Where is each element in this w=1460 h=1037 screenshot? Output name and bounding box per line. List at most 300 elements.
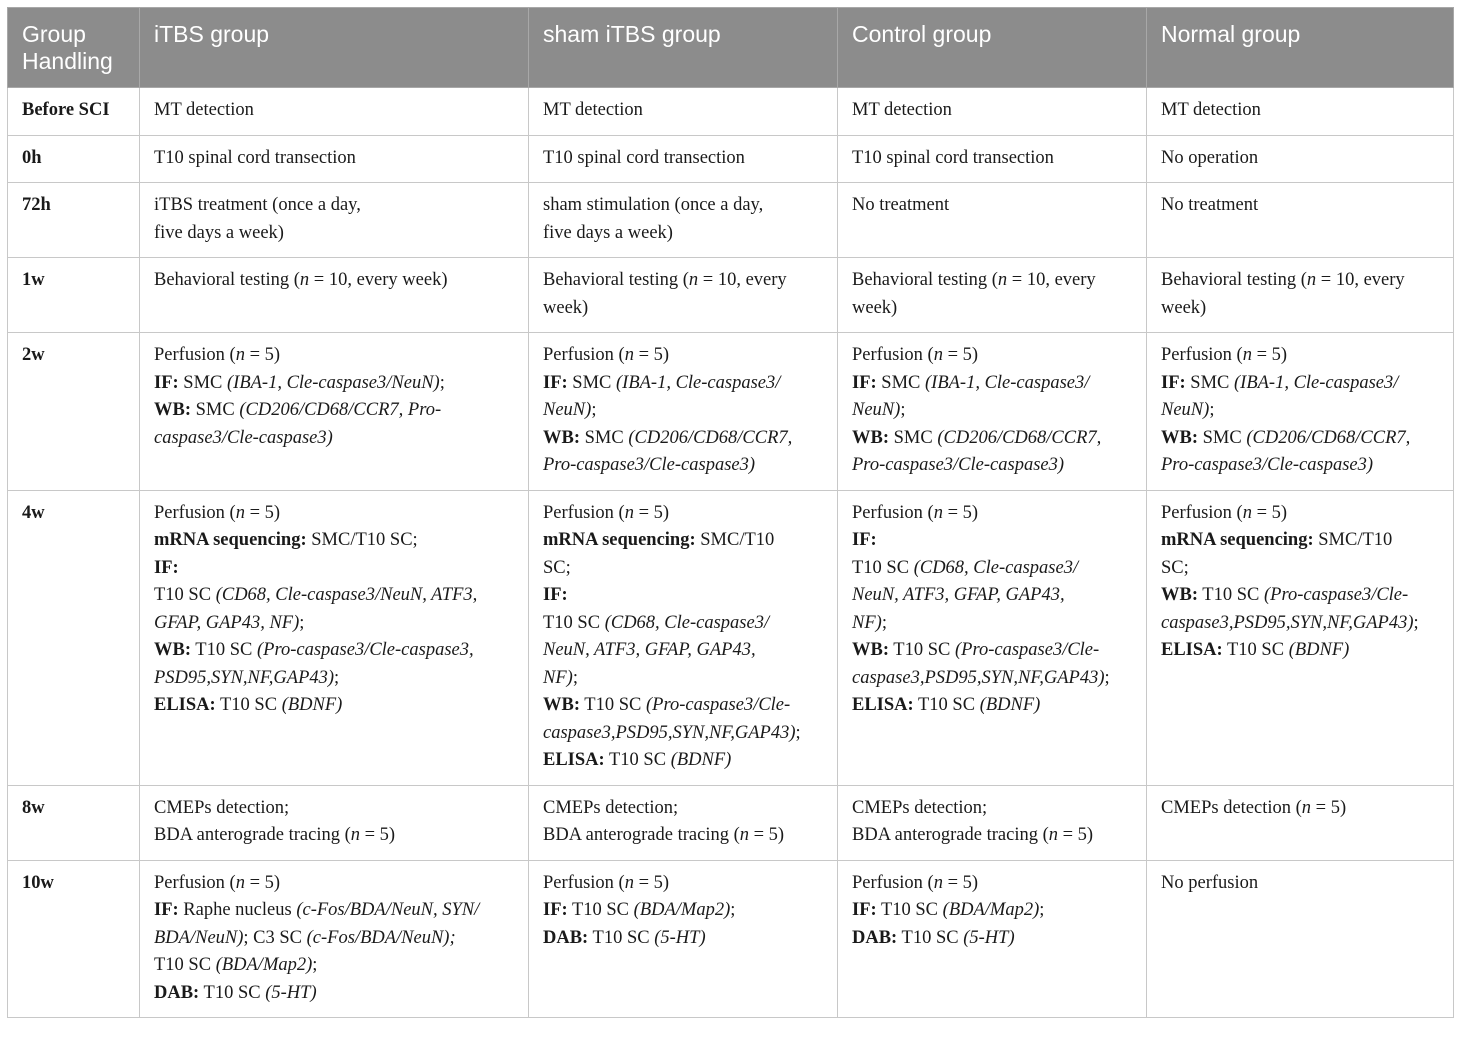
table-cell [1147,183,1454,258]
italic-text: n [235,872,245,893]
cell-text: Perfusion ( [154,872,236,893]
method-label: ELISA: [154,695,216,715]
cell-text: SMC [876,372,925,393]
cell-text: T10 SC [580,695,646,715]
cell-text: = 5) [942,872,979,893]
italic-text: n [1242,502,1252,523]
cell-line [543,637,823,665]
cell-line [154,980,514,1008]
cell-line [1161,555,1439,583]
cell-text: SC; [543,557,571,578]
italic-text: (CD206/CD68/CCR7, [1246,427,1411,448]
cell-text: SMC/T10 [695,530,775,550]
italic-text: (Pro-caspase3/Cle- [1263,585,1409,605]
cell-line [1161,870,1439,898]
italic-text: n [235,345,245,365]
italic-text: n [624,345,634,365]
cell-text: Perfusion ( [154,345,236,365]
cell-text: CMEPs detection; [852,797,988,818]
cell-line [543,500,823,528]
table-row [8,785,1454,860]
italic-text: NeuN) [1161,400,1210,420]
cell-text: ; [572,667,578,688]
cell-line [1161,795,1439,823]
cell-text: Perfusion ( [852,502,934,523]
cell-line [1161,397,1439,425]
cell-text: T10 spinal cord transection [154,147,356,168]
italic-text: (BDNF) [670,750,732,770]
cell-text: T10 SC [852,557,914,578]
cell-text: SMC [191,400,240,420]
cell-line [543,582,823,610]
cell-text: = 5) [1251,345,1288,365]
table-header [8,8,1454,88]
method-label: mRNA sequencing: [543,530,696,550]
cell-line [154,220,514,248]
method-label: WB: [543,695,580,715]
cell-line [852,822,1132,850]
cell-text: SMC/T10 SC; [306,530,418,550]
header-label: Control group [852,21,992,47]
italic-text: (IBA-1, Cle-caspase3/NeuN) [227,372,440,393]
cell-text: CMEPs detection; [154,797,290,818]
italic-text: n [624,872,634,893]
cell-text: No treatment [852,195,950,215]
header-control-group [838,8,1147,88]
cell-text: ; [1039,900,1045,920]
italic-text: (BDA/Map2) [215,955,313,975]
cell-line [154,870,514,898]
table-cell [1147,135,1454,183]
cell-line [1161,342,1439,370]
table-cell [1147,333,1454,491]
cell-text: T10 SC [604,750,671,770]
cell-line [852,342,1132,370]
cell-line [852,870,1132,898]
italic-text: n [933,345,943,365]
method-label: ELISA: [1161,640,1223,660]
cell-text: No perfusion [1161,872,1259,893]
cell-text: week) [543,297,589,318]
cell-text: T10 SC [588,927,655,948]
cell-line [543,720,823,748]
cell-text: Perfusion ( [543,502,625,523]
row-label: Before SCI [8,88,140,136]
cell-line [1161,97,1439,125]
cell-line [154,925,514,953]
cell-line [852,425,1132,453]
cell-line [154,897,514,925]
table-cell [1147,860,1454,1018]
cell-text: sham stimulation (once a day, [543,195,764,215]
cell-text: ; [730,900,736,920]
italic-text: (BDA/Map2) [633,900,731,920]
cell-line [154,952,514,980]
table-cell [140,258,529,333]
italic-text: (CD206/CD68/CCR7, [628,427,793,448]
table-cell [838,785,1147,860]
italic-text: (5-HT) [963,927,1015,948]
table-cell [529,860,838,1018]
cell-text: ; [1413,612,1419,633]
cell-line [543,295,823,323]
method-label: IF: [852,372,877,393]
method-label: IF: [543,372,568,393]
cell-text: Perfusion ( [154,502,236,523]
cell-text: Behavioral testing ( [1161,270,1307,290]
cell-text: ; [881,612,887,633]
italic-text: n [933,872,943,893]
cell-line [1161,145,1439,173]
cell-line [154,145,514,173]
italic-text: NeuN) [852,400,901,420]
cell-text: SMC [1185,372,1234,393]
cell-line [154,555,514,583]
cell-line [852,897,1132,925]
italic-text: caspase3,PSD95,SYN,NF,GAP43) [1161,612,1414,633]
table-cell [140,183,529,258]
cell-text: T10 SC [154,585,216,605]
cell-line [852,192,1132,220]
table-row [8,183,1454,258]
cell-line [852,370,1132,398]
cell-line [543,527,823,555]
row-label: 72h [8,183,140,258]
cell-line [154,637,514,665]
cell-text: Behavioral testing ( [852,270,998,290]
table-cell [529,785,838,860]
cell-line [154,610,514,638]
method-label: IF: [154,900,179,920]
cell-line [543,925,823,953]
cell-text: T10 SC [897,927,964,948]
cell-text: iTBS treatment (once a day, [154,195,361,215]
cell-line [543,665,823,693]
method-label: IF: [852,530,877,550]
cell-line [154,192,514,220]
italic-text: NeuN, ATF3, GFAP, GAP43, [852,585,1065,605]
italic-text: n [1242,345,1252,365]
method-label: WB: [154,400,191,420]
cell-line [1161,610,1439,638]
cell-text: Perfusion ( [1161,502,1243,523]
row-label: 10w [8,860,140,1018]
table-cell [838,258,1147,333]
cell-line [154,822,514,850]
cell-text: Perfusion ( [543,872,625,893]
cell-text: ; C3 SC [243,927,307,948]
cell-line [852,145,1132,173]
italic-text: caspase3,PSD95,SYN,NF,GAP43) [543,722,796,743]
header-label: iTBS group [154,21,270,47]
table-cell [1147,785,1454,860]
cell-text: ; [439,372,445,393]
cell-text: ; [299,612,305,633]
italic-text: GFAP, GAP43, NF) [154,612,300,633]
italic-text: (CD206/CD68/CCR7, [937,427,1102,448]
cell-text: T10 SC [913,695,980,715]
row-label: 1w [8,258,140,333]
cell-line [154,795,514,823]
table-body [8,88,1454,1018]
table-cell [838,333,1147,491]
cell-text: T10 SC [543,612,605,633]
table-cell [838,135,1147,183]
cell-line [543,342,823,370]
cell-text: Perfusion ( [1161,345,1243,365]
italic-text: (c-Fos/BDA/NeuN); [306,927,456,948]
cell-line [543,897,823,925]
cell-line [1161,500,1439,528]
cell-line [1161,267,1439,295]
cell-text: T10 SC [191,640,257,660]
cell-line [852,527,1132,555]
italic-text: caspase3,PSD95,SYN,NF,GAP43) [852,667,1105,688]
cell-line [543,870,823,898]
cell-line [852,555,1132,583]
italic-text: n [1301,797,1312,818]
table-cell [140,88,529,136]
cell-text: = 10, every [698,270,787,290]
method-label: DAB: [543,927,589,948]
italic-text: Pro-caspase3/Cle-caspase3) [852,455,1065,475]
cell-line [154,665,514,693]
cell-text: = 5) [633,502,670,523]
cell-text: = 5) [942,502,979,523]
table-cell [1147,88,1454,136]
table-row [8,88,1454,136]
cell-text: = 5) [244,345,281,365]
method-label: WB: [543,427,580,448]
italic-text: BDA/NeuN) [154,927,244,948]
cell-text: = 5) [244,872,281,893]
cell-text: T10 spinal cord transection [543,147,745,168]
table-cell [529,490,838,785]
cell-text: SMC [1198,427,1247,448]
table-cell [529,135,838,183]
italic-text: NF) [852,612,882,633]
method-label: IF: [543,900,568,920]
cell-text: T10 SC [876,900,943,920]
method-label: WB: [852,640,889,660]
method-label: IF: [543,585,568,605]
cell-text: T10 SC [889,640,955,660]
cell-text: = 10, every [1007,270,1096,290]
cell-text: ; [1104,667,1110,688]
italic-text: (5-HT) [265,982,317,1003]
cell-text: SMC [580,427,629,448]
cell-line [543,192,823,220]
table-cell [140,490,529,785]
cell-line [1161,192,1439,220]
cell-line [543,692,823,720]
cell-text: BDA anterograde tracing ( [543,825,740,845]
row-label: 2w [8,333,140,491]
italic-text: n [739,825,749,845]
table-row [8,490,1454,785]
italic-text: n [350,825,360,845]
italic-text: n [997,270,1008,290]
cell-line [1161,637,1439,665]
header-normal-group [1147,8,1454,88]
italic-text: n [1048,825,1058,845]
cell-line [154,500,514,528]
table-cell [838,88,1147,136]
cell-text: = 10, every week) [309,270,448,290]
table-cell [140,333,529,491]
cell-text: = 5) [1251,502,1288,523]
cell-text: T10 SC [1222,640,1289,660]
cell-text: Perfusion ( [543,345,625,365]
header-label: sham iTBS group [543,21,721,47]
italic-text: n [1306,270,1317,290]
cell-text: SC; [1161,557,1189,578]
cell-line [1161,295,1439,323]
cell-text: ; [795,722,801,743]
cell-text: No treatment [1161,195,1259,215]
cell-text: week) [852,297,898,318]
cell-line [852,637,1132,665]
table-row [8,333,1454,491]
cell-text: SMC [178,372,227,393]
cell-line [543,747,823,775]
italic-text: (c-Fos/BDA/NeuN, SYN/ [296,900,480,920]
table-cell [140,135,529,183]
cell-line [543,145,823,173]
method-label: DAB: [154,982,200,1003]
method-label: IF: [852,900,877,920]
header-label: Normal group [1161,21,1301,47]
table-cell [529,88,838,136]
method-label: mRNA sequencing: [1161,530,1314,550]
italic-text: (IBA-1, Cle-caspase3/ [925,372,1090,393]
header-itbs-group [140,8,529,88]
method-label: IF: [1161,372,1186,393]
cell-line [154,397,514,425]
cell-text: = 5) [749,825,785,845]
cell-text: BDA anterograde tracing ( [154,825,351,845]
cell-text: T10 SC [215,695,282,715]
cell-line [154,582,514,610]
italic-text: (BDNF) [1288,640,1350,660]
table-cell [1147,490,1454,785]
table-cell [838,490,1147,785]
cell-line [1161,370,1439,398]
italic-text: (5-HT) [654,927,706,948]
italic-text: Pro-caspase3/Cle-caspase3) [543,455,756,475]
header-label: Group Handling [22,21,113,74]
cell-text: week) [1161,297,1207,318]
cell-line [543,822,823,850]
cell-text: T10 SC [1198,585,1264,605]
cell-text: five days a week) [154,222,284,243]
header-group-handling [8,8,140,88]
method-label: ELISA: [852,695,914,715]
cell-line [543,267,823,295]
cell-text: = 5) [360,825,396,845]
cell-line [154,425,514,453]
cell-line [543,555,823,583]
cell-line [852,397,1132,425]
italic-text: (IBA-1, Cle-caspase3/ [1234,372,1399,393]
cell-line [852,295,1132,323]
italic-text: NF) [543,667,573,688]
cell-text: ; [900,400,906,420]
italic-text: NeuN) [543,400,592,420]
table-cell [529,183,838,258]
cell-text: Behavioral testing ( [154,270,300,290]
cell-text: MT detection [543,100,643,120]
cell-text: Perfusion ( [852,872,934,893]
cell-line [543,610,823,638]
cell-line [852,610,1132,638]
cell-text: Raphe nucleus [178,900,297,920]
italic-text: (Pro-caspase3/Cle- [954,640,1100,660]
italic-text: (CD68, Cle-caspase3/ [604,612,770,633]
method-label: DAB: [852,927,898,948]
italic-text: n [624,502,634,523]
table-cell [140,860,529,1018]
cell-text: = 5) [1311,797,1347,818]
cell-text: T10 SC [567,900,634,920]
cell-line [852,500,1132,528]
cell-text: No operation [1161,147,1259,168]
cell-text: ; [591,400,597,420]
table-cell [529,333,838,491]
italic-text: (IBA-1, Cle-caspase3/ [616,372,781,393]
cell-line [852,665,1132,693]
method-label: mRNA sequencing: [154,530,307,550]
italic-text: PSD95,SYN,NF,GAP43) [154,667,335,688]
italic-text: n [299,270,310,290]
cell-line [154,97,514,125]
cell-text: SMC [567,372,616,393]
cell-line [154,370,514,398]
italic-text: n [688,270,699,290]
row-label: 0h [8,135,140,183]
italic-text: (BDA/Map2) [942,900,1040,920]
header-row [8,8,1454,88]
method-label: WB: [852,427,889,448]
method-label: IF: [154,372,179,393]
cell-line [543,220,823,248]
method-label: WB: [1161,585,1198,605]
cell-text: = 5) [244,502,281,523]
cell-line [852,452,1132,480]
cell-text: Behavioral testing ( [543,270,689,290]
italic-text: (BDNF) [281,695,343,715]
cell-text: five days a week) [543,222,673,243]
table-cell [529,258,838,333]
table-cell [838,183,1147,258]
cell-text: MT detection [154,100,254,120]
italic-text: n [933,502,943,523]
cell-text: SMC/T10 [1313,530,1393,550]
italic-text: (BDNF) [979,695,1041,715]
method-label: WB: [154,640,191,660]
italic-text: (Pro-caspase3/Cle-caspase3, [256,640,474,660]
cell-text: T10 spinal cord transection [852,147,1054,168]
cell-text: ; [312,955,318,975]
cell-line [852,795,1132,823]
cell-text: T10 SC [154,955,216,975]
cell-line [154,267,514,295]
italic-text: (CD68, Cle-caspase3/NeuN, ATF3, [215,585,478,605]
row-label: 8w [8,785,140,860]
italic-text: (CD68, Cle-caspase3/ [913,557,1079,578]
method-label: WB: [1161,427,1198,448]
cell-text: = 5) [942,345,979,365]
